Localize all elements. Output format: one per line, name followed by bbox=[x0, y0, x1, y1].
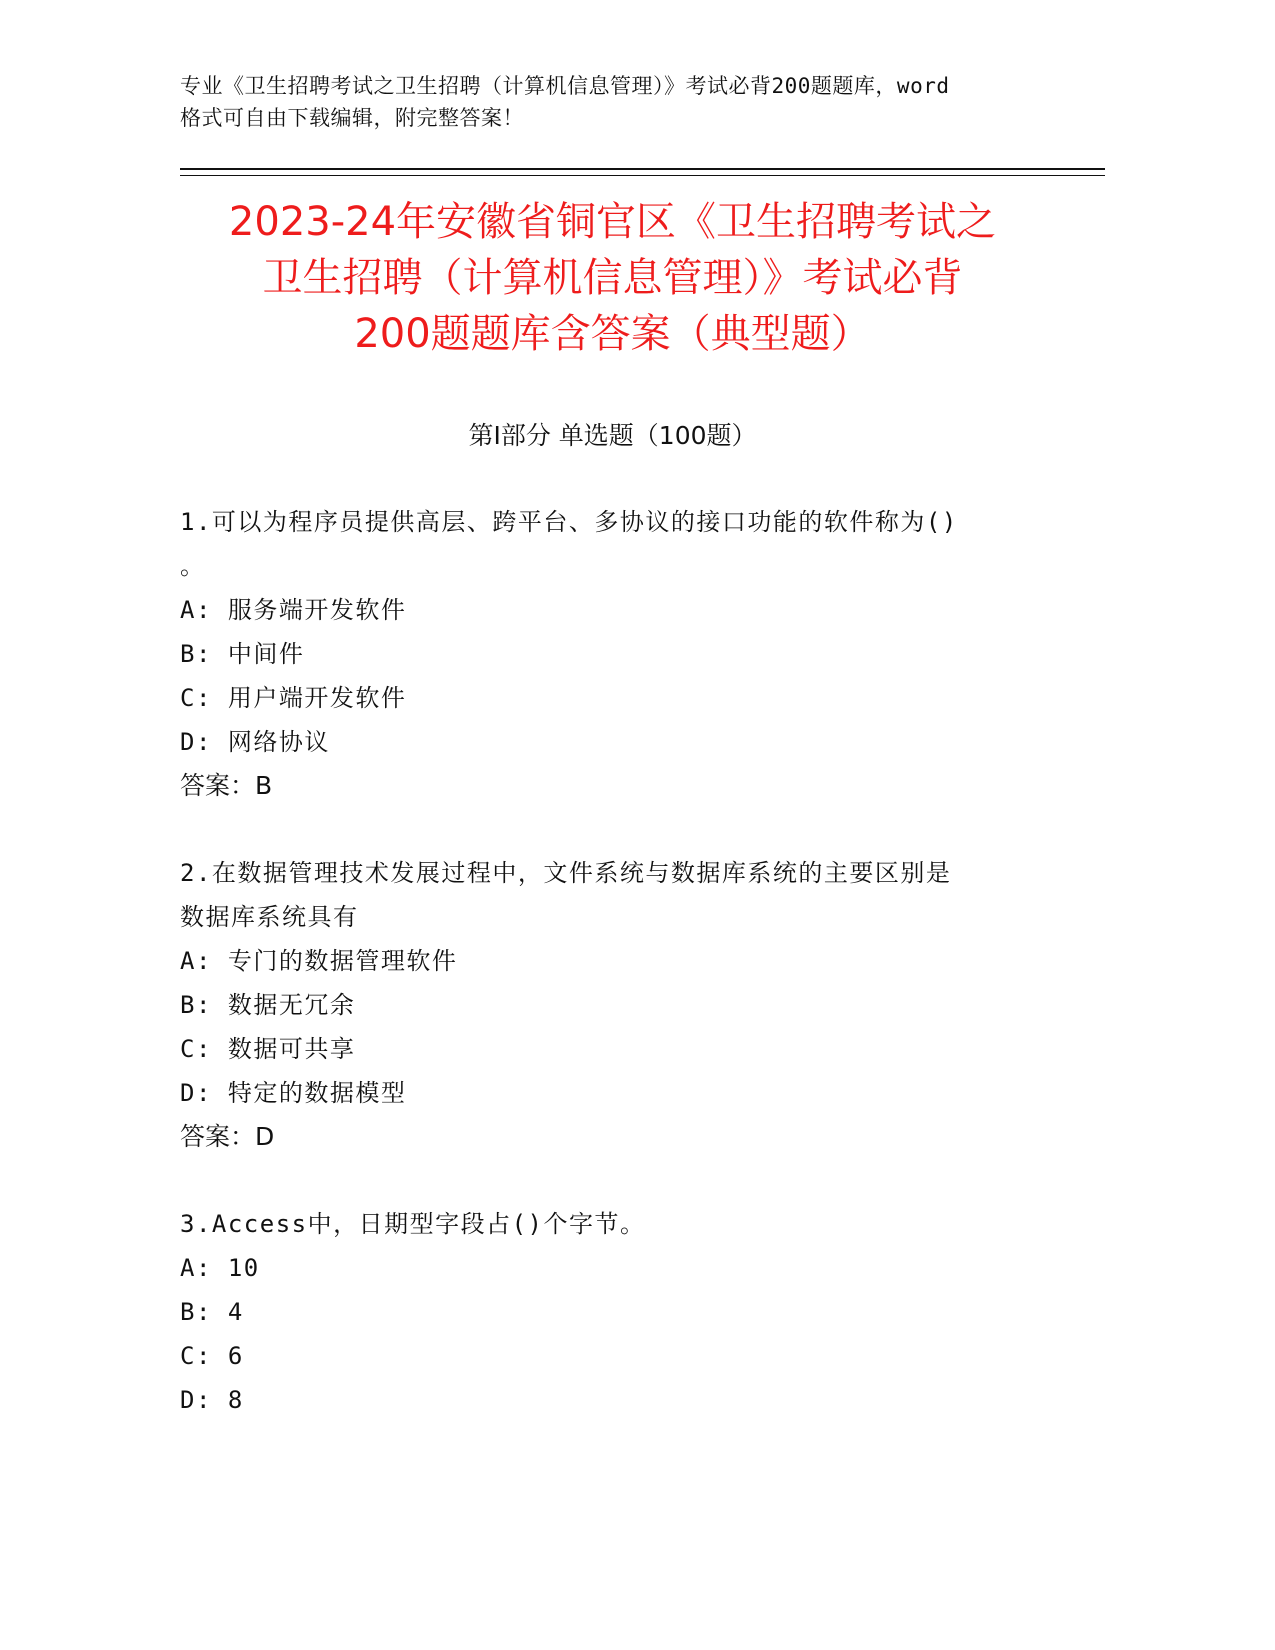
option-d: D: 8 bbox=[180, 1386, 244, 1414]
option-c: C: 用户端开发软件 bbox=[180, 684, 407, 712]
header-note bbox=[180, 70, 1060, 134]
header-note-line-2: 格式可自由下载编辑，附完整答案！ bbox=[180, 106, 524, 130]
question-2 bbox=[180, 851, 1030, 1159]
question-list bbox=[180, 500, 1030, 1422]
document-title-line-1: 2023-24年安徽省铜官区《卫生招聘考试之 bbox=[228, 199, 997, 245]
document-title-line-2: 卫生招聘（计算机信息管理）》考试必背 bbox=[262, 255, 963, 301]
option-d: D: 特定的数据模型 bbox=[180, 1079, 407, 1107]
document-title-line-3: 200题题库含答案（典型题） bbox=[354, 311, 871, 357]
question-spacer bbox=[180, 808, 1030, 851]
answer: 答案：B bbox=[180, 771, 273, 800]
option-c: C: 6 bbox=[180, 1342, 244, 1370]
question-text: 3.Access中，日期型字段占()个字节。 bbox=[180, 1210, 646, 1238]
question-text-continuation: 。 bbox=[180, 552, 206, 580]
option-a: A: 10 bbox=[180, 1254, 260, 1282]
option-b: B: 中间件 bbox=[180, 640, 305, 668]
document-title bbox=[150, 194, 1075, 362]
option-c: C: 数据可共享 bbox=[180, 1035, 356, 1063]
option-b: B: 数据无冗余 bbox=[180, 991, 356, 1019]
question-text-continuation: 数据库系统具有 bbox=[180, 903, 359, 931]
question-3 bbox=[180, 1202, 1030, 1422]
option-a: A: 服务端开发软件 bbox=[180, 596, 407, 624]
answer: 答案：D bbox=[180, 1122, 275, 1151]
option-d: D: 网络协议 bbox=[180, 728, 330, 756]
section-title: 第Ⅰ部分 单选题（100题） bbox=[468, 421, 757, 450]
question-text: 1.可以为程序员提供高层、跨平台、多协议的接口功能的软件称为() bbox=[180, 508, 958, 536]
header-divider-thick bbox=[180, 168, 1105, 170]
question-1 bbox=[180, 500, 1030, 808]
header-note-line-1: 专业《卫生招聘考试之卫生招聘（计算机信息管理）》考试必背200题题库，word bbox=[180, 74, 950, 98]
question-spacer bbox=[180, 1159, 1030, 1202]
option-a: A: 专门的数据管理软件 bbox=[180, 947, 458, 975]
header-divider-thin bbox=[180, 175, 1105, 176]
question-text: 2.在数据管理技术发展过程中，文件系统与数据库系统的主要区别是 bbox=[180, 859, 952, 887]
option-b: B: 4 bbox=[180, 1298, 244, 1326]
